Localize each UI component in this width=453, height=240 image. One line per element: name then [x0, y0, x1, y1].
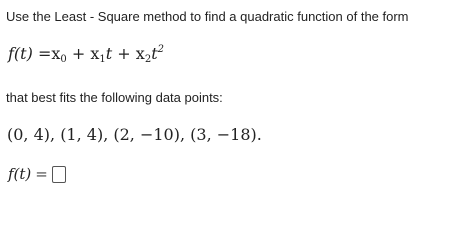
formula-x2: $x_2$: [135, 44, 152, 65]
formula-equals: =: [37, 44, 52, 63]
formula-plus: +: [71, 44, 86, 63]
formula-x0: $x_0$: [51, 44, 67, 65]
formula-x1: $x_1$: [90, 44, 106, 65]
answer-lhs: f(t): [8, 165, 32, 183]
quadratic-formula: [8, 44, 164, 65]
answer-row: [8, 163, 66, 185]
answer-equals: =: [35, 165, 48, 183]
formula-lhs: f(t): [8, 44, 33, 63]
formula-t-squared: $t^2$: [151, 44, 164, 63]
prompt-text: that best fits the following data points:: [6, 90, 223, 105]
answer-input-box[interactable]: [52, 166, 66, 183]
instruction-text: Use the Least - Square method to find a quadratic function of the form: [6, 9, 409, 24]
formula-t: t: [105, 44, 113, 63]
formula-plus: +: [117, 44, 131, 63]
data-points: (0, 4), (1, 4), (2, −10), (3, −18).: [7, 125, 262, 144]
